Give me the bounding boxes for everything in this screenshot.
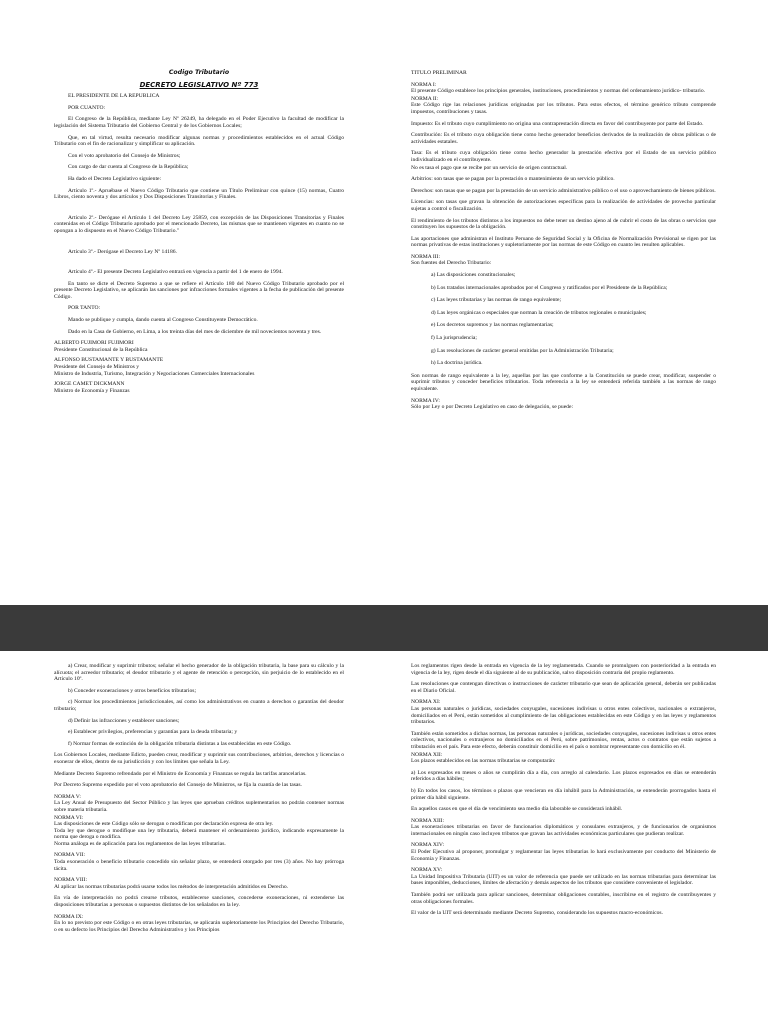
norma-title: NORMA XIII: — [411, 817, 445, 824]
paragraph: En aquellos casos en que el día de vencimiento sea medio día laborable se considerará inhábil. — [411, 806, 623, 813]
paragraph: Por Decreto Supremo expedido por el voto aprobatorio del Consejo de Ministros, se fija la cuantía de las tasas. — [54, 782, 302, 789]
paragraph: Son normas de rango equivalente a la ley, aquellas por las que conforme a la Constitución se puede crear, modificar, suspender o suprimir tributos y conceder beneficios tributarios. Toda referencia a la ley se entenderá referida también a las normas de rango equivalente. — [411, 372, 716, 392]
paragraph: Mediante Decreto Supremo refrendado por el Ministro de Economía y Finanzas se regula las tarifas arancelarias. — [54, 770, 307, 777]
paragraph: Ha dado el Decreto Legislativo siguiente: — [68, 175, 162, 182]
norma-text: Toda ley que derogue o modifique una ley tributaria, deberá mantener el ordenamiento jurídico, indicando expresamente la norma que deroga o modifica. — [54, 827, 344, 841]
paragraph: El Congreso de la República, mediante Ley Nº 26249, ha delegado en el Poder Ejecutivo la facultad de modificar la legislación del Sistema Tributario del Gobierno Central y de los Gobiernos Locales; — [54, 116, 344, 129]
article-3: Artículo 3º.- Derógase el Decreto Ley Nº 14186. — [68, 248, 177, 255]
norma-1 — [411, 82, 716, 95]
paragraph: Que, en tal virtud, resulta necesario modificar algunas normas y procedimientos establecidos en el actual Código Tributario con el fin de racionalizar y simplificar su aplicación. — [54, 134, 344, 148]
norma-text: Los plazos establecidos en las normas tributarias se computarán: — [411, 758, 556, 765]
norma-5 — [54, 794, 344, 814]
paragraph: POR TANTO: — [68, 305, 101, 312]
paragraph: POR CUANTO: — [68, 104, 106, 111]
paragraph: Las aportaciones que administran el Instituto Peruano de Seguridad Social y la Oficina de Normalización Previsional se rigen por las normas privativas de estas instituciones y supletoriamente por las normas de este Código en cuanto les resulten aplicables. — [411, 235, 716, 249]
signatory-name: JORGE CAMET DICKMANN — [54, 381, 125, 388]
paragraph: Con el voto aprobatorio del Consejo de Ministros; — [68, 152, 181, 159]
norma-title: NORMA III: — [411, 253, 441, 260]
paragraph: También podrá ser utilizada para aplicar sanciones, determinar obligaciones contables, inscribirse en el registro de contribuyentes y otras obligaciones formales. — [411, 892, 716, 905]
list-item: h) La doctrina jurídica. — [431, 360, 483, 367]
page2-right-column — [411, 663, 716, 922]
norma-11 — [411, 699, 716, 725]
section-heading: TITULO PRELIMINAR — [411, 70, 467, 76]
norma-text: Las personas naturales o jurídicas, sociedades conyugales, sucesiones indivisas u otros entes colectivos, nacionales o extranjeros, domiciliados en el Perú, están sometidos al cumplimiento de las obligaciones establecidas en este Código y en las leyes y reglamentos tributarios. — [411, 705, 716, 726]
norma-title: NORMA IV: — [411, 397, 440, 404]
norma-text: Sólo por Ley o por Decreto Legislativo en caso de delegación, se puede: — [411, 404, 574, 411]
signature-block-3 — [54, 381, 344, 394]
paragraph: El rendimiento de los tributos distintos a los impuestos no debe tener un destino ajeno al de cubrir el costo de las obras o servicios que constituyen los supuestos de la obligación. — [411, 217, 716, 231]
paragraph: En tanto se dicte el Decreto Supremo a que se refiere el Artículo 180 del Nuevo Código Tributario aprobado por el presente Decreto Legislativo, se aplicarán las sanciones por infracciones formales vigentes a la fecha de publicación del presente Código. — [54, 280, 344, 300]
norma-12 — [411, 752, 716, 765]
paragraph: No es tasa el pago que se recibe por un servicio de origen contractual. — [411, 164, 568, 171]
norma-text: La Ley Anual de Presupuesto del Sector Público y las leyes que aprueban créditos suplementarios no podrán contener normas sobre materia tributaria. — [54, 800, 344, 813]
paragraph: Tasa: Es el tributo cuya obligación tiene como hecho generador la prestación efectiva por el Estado de un servicio público individualizado en el contribuyente. — [411, 150, 716, 163]
list-item: a) Las disposiciones constitucionales; — [431, 272, 516, 279]
norma-title: NORMA XI: — [411, 699, 441, 706]
norma-13 — [411, 818, 716, 838]
list-item: c) Las leyes tributarias y las normas de rango equivalente; — [431, 297, 562, 304]
norma-text: Las disposiciones de este Código sólo se derogan o modifican por declaración expresa de otra ley. — [54, 821, 274, 828]
list-item: d) Las leyes orgánicas o especiales que norman la creación de tributos regionales o municipales; — [431, 309, 647, 316]
norma-4 — [411, 398, 716, 411]
norma-text: Este Código rige las relaciones jurídicas originadas por los tributos. Para estos efectos, el término genérico tributo comprende impuestos, contribuciones y tasas. — [411, 102, 716, 115]
norma-title: NORMA II: — [411, 95, 439, 102]
norma-title: NORMA I: — [411, 81, 437, 88]
norma-title: NORMA VI: — [54, 814, 84, 821]
paragraph: Las resoluciones que contengan directivas o instrucciones de carácter tributario que sean de aplicación general, deberán ser publicadas en el Diario Oficial. — [411, 681, 716, 694]
norma-text: La Unidad Impositiva Tributaria (UIT) es un valor de referencia que puede ser utilizado en las normas tributarias para determinar las bases imponibles, deducciones, límites de afectación y demás aspectos de los tributos que considere conveniente el legislador. — [411, 873, 716, 887]
norma-3 — [411, 254, 716, 267]
signatory-title: Ministro de Industria, Turismo, Integración y Negociaciones Comerciales Internacionales — [54, 370, 255, 377]
norma-text: Son fuentes del Derecho Tributario: — [411, 260, 492, 267]
list-item: e) Establecer privilegios, preferencias y garantías para la deuda tributaria; y — [68, 729, 238, 736]
norma-text: El presente Código establece los principios generales, instituciones, procedimientos y normas del ordenamiento jurídico- tributario. — [411, 88, 706, 95]
paragraph: Derechos: son tasas que se pagan por la prestación de un servicio administrativo público o el uso o aprovechamiento de bienes públicos. — [411, 187, 716, 194]
signature-block-1 — [54, 340, 344, 353]
signatory-name: ALFONSO BUSTAMANTE Y BUSTAMANTE — [54, 357, 164, 364]
document-title: Codigo Tributario — [168, 69, 230, 76]
signatory-title: Presidente Constitucional de la República — [54, 346, 148, 353]
list-item: b) En todos los casos, los términos o plazos que vencieran en día inhábil para la Administración, se entenderán prorrogados hasta el primer día hábil siguiente. — [411, 787, 716, 801]
paragraph: Los Gobiernos Locales, mediante Edicto, pueden crear, modificar y suprimir sus contribuciones, arbitrios, derechos y licencias o exonerar de ellos, dentro de su jurisdicción y con los límites que señala la Ley. — [54, 752, 344, 765]
list-item: d) Definir las infracciones y establecer sanciones; — [68, 717, 180, 724]
norma-8 — [54, 877, 344, 890]
list-item: g) Las resoluciones de carácter general emitidas por la Administración Tributaria; — [431, 347, 614, 354]
norma-14 — [411, 842, 716, 862]
list-item: e) Los decretos supremos y las normas reglamentarias; — [431, 322, 554, 329]
decree-title: DECRETO LEGISLATIVO Nº 773 — [139, 80, 259, 89]
norma-text: En lo no previsto por este Código o en otras leyes tributarias, se aplicarán supletoriamente los Principios del Derecho Tributario, o en su defecto los Principios del Derecho Administrativo y los Principios — [54, 920, 344, 933]
norma-text: Toda exoneración o beneficio tributario concedido sin señalar plazo, se entenderá otorgado por tres (3) años. No hay prórroga tácita. — [54, 859, 344, 872]
signature-block-2 — [54, 357, 344, 377]
page1-left-column — [54, 70, 344, 394]
paragraph: Licencias: son tasas que gravan la obtención de autorizaciones específicas para la realización de actividades de provecho particular sujetas a control o fiscalización. — [411, 199, 716, 212]
list-item: f) La jurisprudencia; — [431, 335, 477, 342]
norma-15 — [411, 867, 716, 887]
norma-title: NORMA XII: — [411, 751, 443, 758]
norma-title: NORMA IX: — [54, 913, 84, 920]
paragraph: EL PRESIDENTE DE LA REPUBLICA — [68, 93, 160, 100]
page1-right-column — [411, 70, 716, 416]
norma-2 — [411, 96, 716, 116]
document-page-2 — [0, 651, 768, 1024]
signatory-name: ALBERTO FUJIMORI FUJIMORI — [54, 340, 134, 347]
paragraph: Contribución: Es el tributo cuya obligación tiene como hecho generador beneficios derivados de la realización de obras públicas o de actividades estatales. — [411, 132, 716, 145]
list-item: a) Crear, modificar y suprimir tributos; señalar el hecho generador de la obligación tributaria, la base para su cálculo y la alícuota; el acreedor tributario; el deudor tributario y el agente de retención o percepción, sin perjuicio de lo establecido en el Artículo 10º. — [54, 663, 344, 683]
norma-text: Las exoneraciones tributarias en favor de funcionarios diplomáticos y consulares extranjeros, y de funcionarios de organismos internacionales en ningún caso incluyen tributos que gravan las actividades económicas particulares que pudieran realizar. — [411, 824, 716, 837]
paragraph: Los reglamentos rigen desde la entrada en vigencia de la ley reglamentada. Cuando se promulguen con posterioridad a la entrada en vigencia de la ley, rigen desde el día siguiente al de su publicación, salvo disposición contraria del propio reglamento. — [411, 663, 716, 676]
norma-title: NORMA VII: — [54, 852, 86, 859]
paragraph: Mando se publique y cumpla, dando cuenta al Congreso Constituyente Democrático. — [68, 317, 258, 324]
signatory-title: Ministro de Economía y Finanzas — [54, 387, 130, 394]
signatory-title: Presidente del Consejo de Ministros y — [54, 364, 139, 371]
list-item: b) Los tratados internacionales aprobados por el Congreso y ratificados por el Presidente de la República; — [431, 284, 668, 291]
paragraph: Impuesto: Es el tributo cuyo cumplimiento no origina una contraprestación directa en favor del contribuyente por parte del Estado. — [411, 120, 704, 127]
paragraph: El valor de la UIT será determinado mediante Decreto Supremo, considerando los supuestos macro-económicos. — [411, 910, 664, 917]
list-item: f) Normar formas de extinción de la obligación tributaria distintas a las establecidas en este Código. — [68, 740, 292, 747]
paragraph: Arbitrios: son tasas que se pagan por la prestación o mantenimiento de un servicio público. — [411, 176, 615, 183]
article-4: Artículo 4º.- El presente Decreto Legislativo entrará en vigencia a partir del 1 de enero de 1994. — [68, 269, 283, 276]
paragraph: También están sometidos a dichas normas, las personas naturales o jurídicas, sociedades conyugales, sucesiones indivisas u otros entes colectivos, nacionales o extranjeros no domiciliados en el Perú, sobre patrimonios, rentas, actos o contratos que están sujetos a tributación en el país. Para este efecto, deberán constituir domicilio en el país o nombrar representante con domicilio en él. — [411, 730, 716, 750]
norma-title: NORMA XIV: — [411, 842, 444, 849]
paragraph: Con cargo de dar cuenta al Congreso de la República; — [68, 164, 189, 171]
norma-title: NORMA V: — [54, 793, 81, 800]
norma-text: Al aplicar las normas tributarias podrá usarse todos los métodos de interpretación admitidos en Derecho. — [54, 883, 289, 890]
norma-text: El Poder Ejecutivo al proponer, promulgar y reglamentar las leyes tributarias lo hará exclusivamente por conducto del Ministerio de Economía y Finanzas. — [411, 849, 716, 862]
list-item: b) Conceder exoneraciones y otros beneficios tributarios; — [68, 687, 196, 694]
list-item: c) Normar los procedimientos jurisdiccionales, así como los administrativos en cuanto a derechos o garantías del deudor tributario; — [54, 699, 344, 712]
article-2: Artículo 2º.- Derógase el Artículo 1 del Decreto Ley 25859, con excepción de las Disposiciones Transitorias y Finales contenidas en el Código Tributario aprobado por el mencionado Decreto, las mismas que se mantienen vigentes en cuanto no se opongan a lo dispuesto en el Nuevo Código Tributario." — [54, 214, 344, 234]
paragraph: Dado en la Casa de Gobierno, en Lima, a los treinta días del mes de diciembre de mil novecientos noventa y tres. — [68, 328, 322, 335]
page2-left-column — [54, 663, 344, 938]
norma-title: NORMA XV: — [411, 867, 443, 874]
paragraph: En vía de interpretación no podrá crearse tributos, establecerse sanciones, concederse exoneraciones, ni extenderse las disposiciones tributarias a personas o supuestos distintos de los señalados en la ley. — [54, 895, 344, 909]
article-1: Artículo 1º.- Apruébase el Nuevo Código Tributario que contiene un Título Preliminar con quince (15) normas, Cuatro Libros, ciento noventa y dos artículos y Dos Disposiciones Transitorias y Finales. — [54, 187, 344, 201]
norma-7 — [54, 852, 344, 872]
norma-title: NORMA VIII: — [54, 877, 87, 884]
norma-6 — [54, 815, 344, 848]
norma-text: Norma análoga es de aplicación para los reglamentos de las leyes tributarias. — [54, 840, 226, 847]
norma-9 — [54, 914, 344, 934]
list-item: a) Los expresados en meses o años se cumplirán día a día, con arreglo al calendario. Los plazos expresados en días se entenderán referidos a días hábiles; — [411, 769, 716, 783]
